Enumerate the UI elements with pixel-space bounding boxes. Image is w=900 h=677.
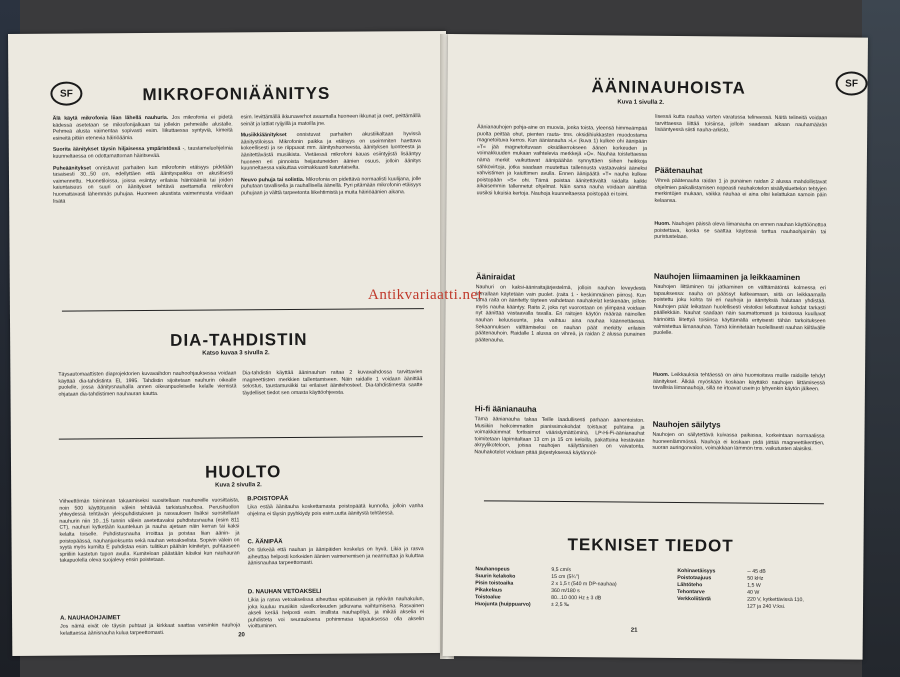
sf-logo: SF [50, 81, 82, 105]
heading-sailytys: Nauhojen säilytys [652, 419, 721, 430]
divider [62, 308, 424, 312]
spec-key: Huojunta (huippuarvo) [474, 601, 531, 608]
paragraph-text: onnistuvat parhaiten akustiikaltaan hyvissä äänitystiloissa. Mikrofonin paikka ja etäisyys on useimmiten haettava kokeellisesti ja se riippuvat mm. äänityshuoneesta, äänityksen luonteesta ja äänitettävästä musiikista. Vietäessä mikrofoni kauas esiintyjistä lisääntyy huoneen eri pinnoista heijastuneiden äänien osuus, jolloin äänitys kuunneltaessa vaikuttaa voimakkaasti kaiuntaiselta. [240, 131, 421, 172]
spec-value: 80...10 000 Hz ± 3 dB [551, 594, 602, 602]
spec-key: Pisin toistoaika [475, 580, 514, 587]
spec-key: Poistotaajuus [677, 575, 712, 582]
specs-left-table [475, 566, 681, 610]
aaniraidat-text: Nauhuri on kaksi-ääniraitajärjestelmä, jolloin nauhan leveydestä kerrallaan käytetään vain puolet. (raita 1 - keskimmäinen piirros). Kun tämä raita on äänitetty täyteen vaihdetaan nauhakelat keskenään, jolloin myös nauha kääntyy. Raita 2, joka nyt vuorostaan on ylimpänä voidaan nyt äänittää vastaavalla tavalla. Eri raitojen käytön määrää näinollen nauhan keluusuunta, joka vaihtuu aina nauhaa käännettäessä. Sekaannuksen välttämiseksi on nauhan päät merkitty erilaisin päätenauhoin. Raidalle 1 alussa on vihreä, ja raidan 2 alussa punainen päätenauha. [475, 284, 646, 344]
paragraph [53, 114, 233, 142]
heading-aanipaa: C. ÄÄNIPÄÄ [247, 539, 283, 546]
spec-row [677, 596, 807, 611]
page-number-left: 20 [238, 632, 245, 639]
spec-key: Verkkoliitäntä [677, 596, 711, 603]
specs-right-table [677, 568, 807, 611]
spec-value: 40 W [747, 589, 760, 596]
title-tekniset-tiedot: TEKNISET TIEDOT [567, 535, 734, 556]
background-right [862, 0, 900, 677]
sf-logo: SF [835, 71, 867, 95]
spec-key: Tehontarve [677, 589, 705, 596]
hifi-text: Tämä äänianauha takaa Teille laadullisesti parhaan äänentoiston. Musiikin heikoimmatkin pianissimokohdat toistuvat puhtaina ja voimakkaimmat fortissimot väärislymättöminä. LP-Hi-Fi-äänianauhat toimitetaan läpimitaltaan 13 cm ja 15 cm keloilla, pakattuina kestävään akryylikoteloon, joissa nauhojen säilyttäminen on vaivatonta. Nauhakotelot voidaan pitää järjestyksessä käytännöl- [474, 416, 645, 457]
huolto-c-text: On tärkeää että nauhan ja äänipäiden koskelus on hyvä. Likia ja rasva aiheuttaa helposti korkeiden äänien vaimenemisen ja nearmuttaa ja kuluttaa äänisnauhaa tarpeettomasti. [247, 546, 424, 567]
divider [59, 436, 423, 440]
spec-key: Toistoalue [475, 594, 501, 601]
huom-note-2: Huom. Leikkauksia tehtäessä on aina huomioitava muille raidoille tehdyt äänitykset. Älkää myöskään koskaan käyttäkö nauhojen liittämisessä tavallisia liimanauhoja, sillä ne irtoavat usein jo lyhyenkin käytön jälkeen. [652, 371, 826, 393]
paragraph [241, 131, 421, 172]
spec-key: Pikakelaus [475, 587, 503, 594]
paragraph-text: Jos mikrofonia ei pidetä kädessä asetetaan se mikrofonijalkaan tai jollekin pehmeälle alustalle. Pehmeä alusta vaimentaa sopivasti esim. liikuttaessa syntyviä, kimeitä esineitä pitkin etenevia häiriöäänia. [52, 114, 233, 142]
heading-liimaaminen: Nauhojen liimaaminen ja leikkaaminen [653, 271, 801, 283]
page-number-right: 21 [630, 627, 638, 634]
title-huolto: HUOLTO [204, 462, 282, 482]
heading-poistopaa: B.POISTOPÄÄ [247, 496, 289, 503]
spec-key: Suurin kelakoko [475, 573, 516, 580]
paragraph-text: onnistuvat parhaiten kun mikrofonin etäisyys pidetään tasaisesti 30...50 cm, edellyttäen että äänityspaikka on akustisesti vaimennettu. Huonetiloissa, joissa esiintyy erilaisia häiriöääniä tai joiden kaiuntaisuus on suuri on äänitykset tehtävä asettamalla mikrofoni huomattavasti lähemmäs puhujaa. Huoneen akustista vaimennusta voidaan lisätä [52, 163, 234, 205]
title-mikrofoniaanitys: MIKROFONIÄÄNITYS [142, 83, 331, 105]
title-dia-tahdistin: DIA-TAHDISTIN [170, 329, 308, 350]
huom-note-1: Huom. Nauhojen päissä oleva liimanauha on ennen nauhan käyttöönottoa poistettava, koska se saattaa käytössä tarttua nauhaohjaimiin tai puristustelaan. [654, 220, 827, 241]
watermark: Antikvariaatti.net [368, 287, 483, 303]
heading-vetoakseli: D. NAUHAN VETOAKSELI [247, 588, 322, 596]
intro-column-2: lisessä kutta nauhaa varten varatussa telineessä. Näitä telineitä voidaan tarvittaessa liittää toisiinsa, jolloin saadaan aikaan nauhamäärän lisääntyessä siisti nauha-arkisto. [655, 113, 828, 134]
paragraph [53, 146, 233, 160]
right-page [443, 34, 868, 660]
spec-key: Nauhanopeus [475, 566, 510, 573]
paatenauhat-text: Vihreä päätenauha raidan 1 ja punainen raidan 2 alussa mahdollistavat ohjelmien paikallistamisen nopeasti nauhakotelon sisällysluettelon tehtyjen merkintöjen mukaan, vaikka nauhaa ei aina olisi kelattukan samoin päin kelaansa. [654, 177, 827, 204]
spec-key: Kohinaetäisyys [677, 568, 716, 575]
paragraph-lead: Puheäänitykset [52, 164, 92, 172]
sailytys-text: Nauhojen on säilytettävä kuivassa paikassa, korkeintaan normaalissa huoneenlämmössä. Nauhoja ei koskaan pidä jättää magneettikenttien, suoran auringonvalon, voimakkaan lämmön tms. vaikutusten alaisiksi. [652, 431, 825, 453]
subtitle-aaninauhoista: Kuva 1 sivulla 2. [617, 99, 665, 106]
paragraph [53, 164, 233, 205]
huolto-d-text: Likia ja rasva vetoakselissa aiheuttaa epätasaisen ja nykivän nauhakulun, joka kuuluu musiikin sävelkorkeuden jatkuvana vaihtumisena. Rasvainen akseli kerää helposti esim. irrallista nauhapölyä, ja mikäli akselia ei puhdisteta voi seurauksena pohimmasa tapauksessa olla akselin vioittuminen. [247, 596, 425, 630]
subtitle-huolto: Kuva 2 sivulla 2. [215, 482, 262, 489]
spec-value: 360 m/180 s [551, 587, 580, 595]
huolto-a-text: Jos nämä eivät ole täysin puhtaat ja kirkkaat saattaa varsinkin nauhoja kelattaessa äänisnauha kulua tarpeettomasti. [60, 622, 241, 637]
paragraph-lead: Musiikkiäänitykset [240, 132, 287, 139]
intro-column-1: Äänianauhojen pohja-aine on muovia, jonka toista, yleensä himmeämpää puolta peittää ohut, pienten rauta- tms. oksidihiukkasten muodostama magnetoituva kerros. Kun äänianauha »L« (kuva 1) kulkee ohi äänipään »T« jää magnetoituvaan oksidikerrokseen äänen korkeuden ja voimakkuuden mukaan vaihtelevia merkkejä »O«. Nauhaa toistettaessa nämä merkit vaikuttavat äänipäähän synnyttäen siihen heikkoja sähkövirtoja, jotka saadaan muutettua tallennusta vastaavaksi ääneksi vahvistimen ja kaiuttimen avulla. Ennen äänipäätä »T« nauha kulkee poistopään »S« ohi. Tämä poistaa äänitettävältä raidalta kaikki aikaisemmin tallennetut ohjelmat. Näin sama nauha voidaan äänittää uusiksi lukuisia kertoja. Nauhoja kuunneltaessa poistopää ei toimi. [476, 124, 648, 198]
dia-column-2: Dia-tahdistin käyttää ääninauhan raitaa 2 kuvavaihdossa tarvittavien magneettisten merkkien tallentamiseen. Näin raidalle 1 voidaan äänittää selostus, taustamusiikki tai erilaiset äänitehosteet. Dia-tahdistimesta saatte täydelliset tiedot sen omasta käyttöohjeesta. [242, 369, 423, 397]
divider [484, 500, 824, 504]
heading-nauhaohjaimet: A. NAUHAOHJAIMET [60, 615, 121, 622]
paragraph-lead: Suorita äänitykset täysin hiljaisessa ympäristössä [52, 146, 181, 154]
paragraph-lead: Neuvo puhuja tai solistia. [241, 176, 305, 184]
huolto-column-1: Viiheettömän toiminnan takaamiseksi suositellaan nauhureille vuosittaista, noin 500 käyttötunnin välein tehtävää tarkistushuoltoa. Perushuollon yhteydessä tehtävän yleispuhdistuksen ja rasvauksen lisäksi suositellaan nauhurin niin 10...15 tunnin välein asetettavaksi puhdistusnauha (esim 811 CT), nauhuri kytketään kuunteluun ja nauha ajetaan näin kerran tai kaksi kelalta toiselle. Puhdistusnauha irroittaa ja poistaa liian äänin- ja poistopäässä, nauhanjuoksunta sekä nauhan vetoakselista. Sopivin välein on syytä myös kumilta E puhdistaa esim. tulitikun päähän kiinitetyn, puhtaaseen spriiliin kastetun tupon avulla. Kumiteloan päästään käsiksi kun nauhauran takapuolella oleva suojalevy ensin poistetaan. [59, 497, 240, 564]
heading-paatenauhat: Päätenauhat [654, 165, 703, 176]
spec-value: -- 45 dB [747, 568, 766, 575]
heading-hifi: Hi-fi äänianauha [474, 404, 537, 414]
huolto-b-text: Lika estää äänitauha koskettamasta poistopäätä kunnolla, jolloin vanha ohjelma ei täysin pyyhkiydy pois esim.uutta äänitystä tehtäessä. [247, 503, 424, 517]
paragraph [241, 113, 421, 127]
title-aaninauhoista: ÄÄNINAUHOISTA [591, 77, 746, 98]
spec-value: 1,5 W [747, 582, 761, 589]
spec-value: 15 cm (5¾") [551, 573, 580, 581]
mic-column-2 [241, 113, 422, 202]
spec-value: 2 x 1,5 t (540 m DP-nauhaa) [551, 580, 617, 588]
heading-aaniraidat: Ääniraidat [475, 272, 516, 282]
subtitle-dia: Katso kuvaa 3 sivulla 2. [202, 350, 270, 357]
spec-value: 220 V, kytkettävissä 110, 127 ja 240 V:ksi. [746, 596, 804, 610]
paragraph-lead: Älä käytä mikrofonia liian lähellä nauhuria. [52, 114, 169, 122]
spec-key: Lähtöteho [677, 582, 703, 589]
spec-value: 9,5 cm/s [551, 566, 571, 574]
left-page [8, 31, 450, 656]
spec-value: 50 kHz [747, 575, 764, 582]
paragraph-text: Mikrofonia on pidettävä normaalisti kuulijana, jolle puhutaan tavallisella ja rauhallisella äänellä. Pyri pitämään mikrofonin etäisyys puhujaan ja välttä tarpeetonta liikehtimistä ja muita häiriöäänien aikana. [241, 175, 422, 197]
liimaaminen-text: Nauhojen liittäminen tai jatkaminen on välttämätöntä kolmessa eri tapauksessa: nauha on päässyt katkeamaan, siitä on leikkaamalla poistettu joku kohta tai eri nauhoja ja äänityksiä halutaan yhdistää. Nauhojen päät leikataan huolellisesti viistoiksi leikattavat kohdat tarkasti päällekkäin. Nauhat saadaan näin saumattomasti ja toistossa kuulluvat härinöittä liitettyä toisiinsa käyttämällä erityisesti tähän tarkoitukseen valmistettua liimanauhaa. Tämä kiinnitetään huolellisesti nauhan kiiltävälle puolelle. [653, 283, 826, 337]
paragraph [241, 176, 421, 197]
mic-column-1 [53, 114, 234, 209]
dia-column-1: Täysautomaattisten diaprojektorien kuvavaihdon nauhoohjauksessa voidaan käyttää dia-tahdistinta EL 1995. Tahdistin sijoitetaan nauhurin oikealle puolelle, jossa äänitysnauhalla annen oikeanpuoleiselle kelalle viemistä ohjataan dia-tahdistimen nauhauran kautta. [58, 370, 237, 398]
spec-value: ± 2,5 ‰ [550, 601, 570, 609]
spec-row [475, 601, 681, 610]
paragraph-text: -, taustameluohjelmia kuunneltaessa on odottamattoman häiritsevää. [52, 145, 233, 160]
paragraph-text: esim. levittämällä ikkunaverhot avaamalla huoneen ikkunat ja ovet, peittämällä seinät ja lattiat ryijyillä ja matoilla jne. [240, 113, 421, 127]
